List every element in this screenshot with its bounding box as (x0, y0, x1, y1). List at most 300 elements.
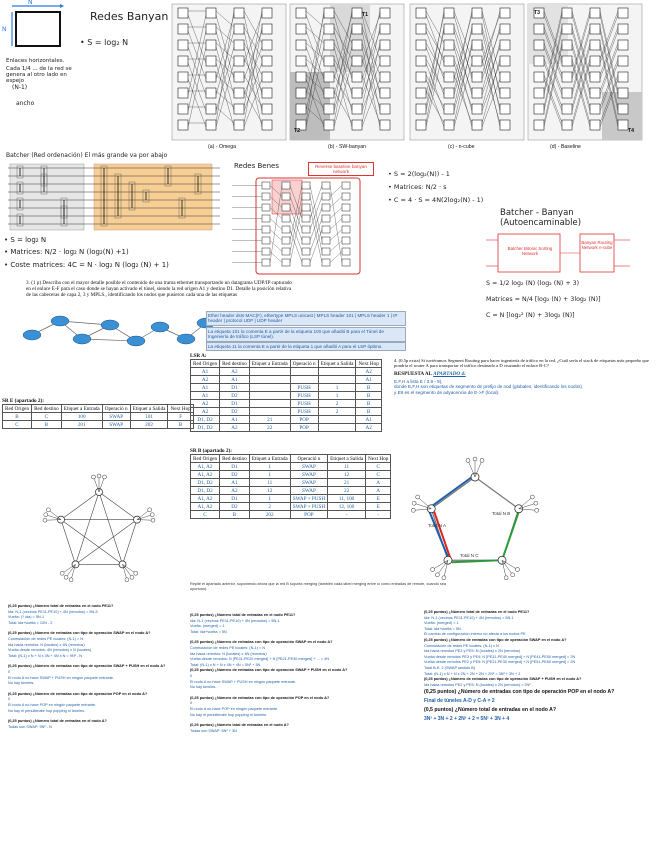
benes-switch (302, 204, 310, 211)
lsr-a-header-cell: Etiquet a Salida (318, 360, 356, 368)
switch-element (380, 56, 390, 66)
lsr-e-header-cell: Next Hop (168, 405, 193, 413)
lsr-a-cell: 2 (318, 408, 356, 416)
answers-column-3 (424, 610, 652, 724)
answer-line: (0,25 puntos) ¿Número de entradas con tipo de operación SWAP en el nodo A? (8, 631, 151, 636)
answer-line: Vuelta desde remotos: 4N (remotos) x N (locales) (8, 648, 92, 653)
answer-line: (0,25 puntos) ¿Número total de entradas en el nodo PE11? (8, 604, 114, 608)
benes-switch (302, 259, 310, 266)
label-t2: T2 (294, 128, 301, 134)
lsr-b-cell: B (220, 511, 250, 519)
banyan-title: Redes Banyan (90, 10, 169, 23)
lsr-b-cell: D1, D2 (191, 479, 220, 487)
batcher-banyan-f2: Matrices = N/4 [log₂ (N) + 3log₂ (N)] (486, 296, 601, 303)
switch-element (206, 120, 216, 130)
pe-node (535, 508, 539, 512)
lsr-a-cell (290, 368, 318, 376)
answer-line: Vuelta desde remotos: N [PE11-PE20 merged] + N [PE21-PE30 merged] + ... = 4N (190, 657, 329, 662)
lsr-a-cell (318, 368, 356, 376)
lsr-e-row (3, 413, 194, 421)
caption-n-cube: (c) - n-cube (448, 144, 475, 150)
switch-element (262, 24, 272, 34)
benes-network-svg (226, 172, 386, 282)
caption-omega: (a) - Omega (208, 144, 236, 150)
switch-element (590, 72, 600, 82)
banyan-note-1: Enlaces horizontales. (6, 58, 65, 64)
lsr-a-cell: A2 (356, 424, 381, 432)
lsr-a-row (191, 384, 382, 392)
benes-switch (322, 215, 330, 222)
lsr-a-cell: D1, D2 (191, 424, 220, 432)
lsr-e-header-row (3, 405, 194, 413)
lsr-b-header-cell: Red destino (220, 455, 250, 463)
ring-link (431, 477, 475, 509)
pe-node (102, 475, 106, 479)
switch-element (534, 88, 544, 98)
answer-line: 0 (8, 697, 11, 702)
benes-switch (342, 237, 350, 244)
benes-link (330, 230, 342, 241)
answer-line: Ida hacia remotos PE3 y PE5: N (locales) x 2N (remotos) (424, 649, 521, 654)
lsr-a-block (190, 353, 382, 432)
pe-node (150, 513, 154, 517)
lsr-a-cell: 22 (249, 424, 290, 432)
lsr-e-cell: SWAP (102, 413, 130, 421)
switch-element (380, 72, 390, 82)
lsr-b-cell: D1, D2 (191, 487, 220, 495)
switch-element (352, 40, 362, 50)
pe-link (519, 497, 533, 509)
pe-link (433, 560, 448, 569)
switch-element (590, 56, 600, 66)
lsr-b-cell: C (366, 471, 391, 479)
switch-element (416, 24, 426, 34)
lsr-b-header-cell: Next Hop (366, 455, 391, 463)
lsr-e-cell: B (168, 421, 193, 429)
benes-switch (342, 215, 350, 222)
lsr-e-cell: C (3, 421, 32, 429)
q4-answer-3: y E9 es el segmento de adyacencia de E->F (local). (394, 389, 500, 395)
benes-link (330, 219, 342, 230)
pe-node (97, 474, 101, 478)
lsr-a-cell: PUSH (290, 392, 318, 400)
lsr-a-header-cell: Etiquet a Entrada (249, 360, 290, 368)
switch-element (472, 24, 482, 34)
lsr-e-row (3, 421, 194, 429)
benes-switch (322, 182, 330, 189)
benes-switch (302, 182, 310, 189)
answer-line: Conmutación de redes PE locales: (N-1) = N (190, 645, 266, 650)
lsr-b-cell: A1 (220, 479, 250, 487)
lsr-b-cell: E (366, 495, 391, 503)
answer-line: (0,25 puntos) ¿Número de entradas con tipo de operación POP en el nodo A? (424, 689, 615, 696)
switch-element (444, 40, 454, 50)
switch-element (262, 56, 272, 66)
label-t3: T3 (534, 10, 541, 16)
lsr-a-cell: D1 (220, 400, 250, 408)
benes-switch (322, 193, 330, 200)
switch-element (562, 8, 572, 18)
benes-switch (262, 193, 270, 200)
switch-element (444, 72, 454, 82)
lsr-b-header-cell: Etiquet a Entrada (249, 455, 290, 463)
answer-line: 0 (190, 673, 193, 678)
n-label-side: N (2, 26, 7, 33)
answer-line: (0,25 puntos) ¿Número de entradas con tipo de operación SWAP + PUSH en el nodo A? (424, 677, 582, 682)
lsr-a-cell: B (356, 408, 381, 416)
switch-element (534, 40, 544, 50)
switch-element (416, 8, 426, 18)
lsr-e-cell: 101 (130, 413, 168, 421)
lsr-a-cell (318, 416, 356, 424)
pe-node (511, 573, 515, 577)
switch-element (324, 120, 334, 130)
lsr-b-cell: 11 (249, 479, 290, 487)
core-node (498, 556, 506, 564)
switch-element (234, 8, 244, 18)
lsr-b-row (191, 503, 391, 511)
batcher-banyan-title: Batcher - Banyan (Autoencaminable) (500, 208, 582, 228)
answer-line: 0 (8, 669, 11, 674)
switch-element (590, 104, 600, 114)
pe-node (148, 508, 152, 512)
pe-node (435, 573, 439, 577)
answer-line: Todas son SWAP: 5N² + 3N (190, 728, 237, 733)
lsr-e-cell: 100 (61, 413, 102, 421)
switch-element (444, 8, 454, 18)
lsr-a-cell (290, 376, 318, 384)
mesh-link (61, 492, 99, 520)
pe-node (69, 578, 73, 582)
switch-element (380, 24, 390, 34)
caption-sw-banyan: (b) - SW-banyan (328, 144, 366, 150)
lsr-a-cell: A1 (191, 384, 220, 392)
router-icon (51, 316, 69, 326)
switch-element (206, 88, 216, 98)
switch-element (296, 56, 306, 66)
switch-element (500, 72, 510, 82)
pe-node (151, 518, 155, 522)
lsr-b-cell: SWAP (290, 463, 327, 471)
switch-element (380, 120, 390, 130)
lsr-a-cell: POP (290, 424, 318, 432)
lsr-b-table (190, 454, 391, 519)
pe-link (48, 510, 61, 520)
pentagon-graph (400, 445, 550, 595)
benes-link (330, 252, 342, 263)
answer-line: No hay el penultimate hop popping ni túneles. (190, 712, 268, 717)
switch-element (500, 40, 510, 50)
lsr-b-cell: SWAP + PUSH (290, 495, 327, 503)
pe-link (66, 564, 75, 577)
q4-answer-link[interactable]: APARTADO 4: (433, 371, 466, 377)
lsr-a-table (190, 359, 382, 432)
pe-node (504, 576, 508, 580)
benes-link (290, 208, 302, 263)
batcher-section (4, 152, 234, 276)
pe-node (44, 513, 48, 517)
core-node (119, 561, 126, 568)
switch-element (262, 72, 272, 82)
lsr-b-cell: E (366, 503, 391, 511)
switch-element (178, 24, 188, 34)
lsr-b-row (191, 463, 391, 471)
switch-element (500, 24, 510, 34)
benes-link (330, 186, 342, 197)
lsr-a-cell: A1 (356, 376, 381, 384)
answer-line: El nodo A no hace SWAP + PUSH en ningún paquete entrante. (190, 679, 297, 684)
switch-element (590, 24, 600, 34)
pe-node (534, 501, 538, 505)
lsr-b-row (191, 487, 391, 495)
switch-element (562, 56, 572, 66)
pe-node (64, 575, 68, 579)
n-label: N (28, 0, 33, 6)
label-total-a: Total N A (428, 523, 447, 528)
switch-element (324, 24, 334, 34)
answer-line: Ida: N-1 (vecinos PE11-PE10) + 4N (remotos) = 5N-5 (8, 609, 98, 614)
core-node (444, 556, 452, 564)
lsr-a-title: LSR A: (190, 353, 207, 359)
lsr-a-cell: 1 (318, 392, 356, 400)
switch-element (618, 104, 628, 114)
switch-element (562, 88, 572, 98)
lsr-b-cell: 1 (249, 463, 290, 471)
lsr-a-cell (249, 400, 290, 408)
lsr-a-row (191, 408, 382, 416)
benes-switch (282, 248, 290, 255)
lsr-a-cell: POP (290, 416, 318, 424)
switch-element (324, 40, 334, 50)
q4-answer-label: RESPUESTA AL (394, 371, 432, 377)
switch-element (444, 120, 454, 130)
switch-element (178, 40, 188, 50)
answer-line: No hay el penultimate hop popping ni túneles. (8, 708, 86, 713)
benes-switch (322, 237, 330, 244)
benes-switch (342, 182, 350, 189)
matrix-sketch (6, 2, 66, 62)
lsr-b-cell: 12 (328, 471, 366, 479)
answer-line: Ida hacia remotos: N (locales) x 4N (remotos) (190, 651, 267, 656)
router-icon (101, 320, 119, 330)
lsr-b-cell: 21 (328, 479, 366, 487)
answer-line: Total: (N-1) x N + N x 4N + 4N = 5N² + 3N (190, 662, 261, 667)
answer-line-2: La etiqueta 101 la comenta E a partir de la etiqueta 100 que añadió B para el Túnel de Ingeniería de tráfico (LSP túnel). (208, 329, 384, 340)
switch-element (296, 24, 306, 34)
pe-node (466, 458, 470, 462)
switch-element (500, 120, 510, 130)
switch-element (590, 40, 600, 50)
answer-line: Ida hacia remotos PE2 y PE5: N (locales) x 2N (remotos) = 2N² (424, 682, 531, 687)
lsr-b-header-cell: Etiquet a Salida (328, 455, 366, 463)
lsr-b-cell: 202 (249, 511, 290, 519)
answer-line: Total B-E: 2 (SWAP sentido B) (424, 665, 476, 670)
switch-element (472, 8, 482, 18)
lsr-b-cell: D1 (220, 495, 250, 503)
answer-line: Total: ida+vuelta = 5N (424, 626, 461, 631)
lsr-b-cell: C (191, 511, 220, 519)
pe-node (530, 495, 534, 499)
switch-element (206, 40, 216, 50)
lsr-a-cell: B (356, 392, 381, 400)
mesh-link (61, 520, 76, 565)
answer-line: (0,25 puntos) ¿Número de entradas con tipo de operación POP en el nodo A? (8, 691, 148, 696)
answer-line: El nodo A no hace SWAP + PUSH en ningún paquete entrante. (8, 675, 115, 680)
answer-line: (0,25 puntos) ¿Número de entradas con tipo de operación POP en el nodo A? (190, 695, 330, 700)
mpls-topology-svg (20, 305, 220, 355)
switch-element (262, 88, 272, 98)
answer-line: El nodo A no hace POP en ningún paquete entrante. (190, 706, 279, 711)
switch-element (444, 88, 454, 98)
answer-line: Total: (N-1) x N + N x 2N + 2N + 2N + 2N² = 3N² + 3N + 2 (424, 671, 521, 676)
lsr-a-cell (249, 384, 290, 392)
switch-element (534, 24, 544, 34)
switch-element (178, 88, 188, 98)
switch-element (234, 72, 244, 82)
benes-link (270, 230, 282, 241)
mesh-link (61, 520, 123, 565)
lsr-b-header-row (191, 455, 391, 463)
switch-element (562, 72, 572, 82)
banyan-note-4: ancho (16, 100, 35, 107)
lsr-e-title: SR E (apartado 2): (2, 398, 44, 404)
switch-element (262, 40, 272, 50)
ring-link (475, 477, 519, 509)
lsr-b-row (191, 471, 391, 479)
switch-element (618, 120, 628, 130)
core-node (72, 561, 79, 568)
answer-line: Ida: N-1 (vecinos PE11-PE10) + 4N (remotos) = 5N-1 (424, 615, 514, 620)
benes-switch (262, 226, 270, 233)
banyan-s-formula: • S = log₂ N (80, 38, 129, 47)
answer-line: (0,25 puntos) ¿Número de entradas con tipo de operación SWAP + PUSH en el nodo A? (190, 668, 348, 673)
answer-highlight-box-3 (206, 342, 406, 351)
full-mesh-graph (24, 470, 174, 600)
switch-element (534, 56, 544, 66)
switch-element (296, 72, 306, 82)
batcher-f1: • S = log₂ N (4, 236, 47, 244)
switch-element (444, 24, 454, 34)
switch-element (178, 8, 188, 18)
lsr-a-header-cell: Operació n (290, 360, 318, 368)
pe-link (137, 510, 150, 520)
lsr-e-cell: 202 (130, 421, 168, 429)
benes-f2: • Matrices: N/2 · s (388, 183, 447, 191)
pe-link (418, 497, 432, 509)
banyan-note-2: Cada 1/4 ... de la red se genera al otro lado en espejo (6, 66, 72, 84)
switch-element (262, 104, 272, 114)
switch-element (472, 120, 482, 130)
switch-element (416, 120, 426, 130)
lsr-a-cell (318, 424, 356, 432)
switch-element (296, 104, 306, 114)
lsr-a-header-row (191, 360, 382, 368)
lsr-b-cell: 1 (249, 471, 290, 479)
answer-line: Vuelta desde remotos PE3 y PE4: N [PE31-PE40 merged] + N [PE41-PE50 merged] = 2N (424, 654, 576, 659)
lsr-a-cell: A2 (356, 368, 381, 376)
lsr-a-cell: A2 (191, 408, 220, 416)
lsr-b-cell: 12 (249, 487, 290, 495)
answer-line: No hay túneles. (190, 685, 217, 690)
lsr-e-header-cell: Etiquet a Entrada (61, 405, 102, 413)
router-icon (177, 334, 195, 344)
label-t1: T1 (362, 12, 369, 18)
benes-switch (342, 226, 350, 233)
lsr-b-row (191, 479, 391, 487)
lsr-e-cell: B (32, 421, 62, 429)
benes-switch (262, 215, 270, 222)
benes-f1: • S = 2(log₂(N)) - 1 (388, 170, 450, 178)
lsr-e-cell: F (168, 413, 193, 421)
lsr-e-header-cell: Etiquet a Salida (130, 405, 168, 413)
lsr-b-cell: - (328, 511, 366, 519)
pe-node (412, 501, 416, 505)
q4-text: 4. (0,5p extra) Si tuviéramos Segment Routing para hacer ingeniería de tráfico en la red, ¿Cuál sería el stack de etiquetas más pequeño que pondría el router A para transportar el tráfico destinado a D cruzando el enlace B-C? (394, 358, 649, 368)
lsr-a-cell (249, 392, 290, 400)
benes-switch (322, 204, 330, 211)
q4-answer-2: donde E,F,H son etiquetas de segmento de prefijo de nod (globales, identificando los nodos) (394, 384, 582, 390)
answer-line: (0,25 puntos) ¿Número total de entradas en el nodo PE11? (190, 613, 296, 617)
lsr-b-title: SR B (apartado 2): (190, 448, 232, 454)
switch-element (206, 56, 216, 66)
label-total-b: Total N B (492, 511, 511, 516)
benes-switch (302, 237, 310, 244)
switch-element (380, 8, 390, 18)
lsr-b-row (191, 495, 391, 503)
switch-element (178, 72, 188, 82)
switch-element (352, 120, 362, 130)
switch-element (206, 104, 216, 114)
switch-element (618, 24, 628, 34)
lsr-e-cell: 201 (61, 421, 102, 429)
lsr-e-cell: B (3, 413, 32, 421)
benes-switch (322, 226, 330, 233)
lsr-b-cell: 11, 100 (328, 495, 366, 503)
switch-element (472, 104, 482, 114)
switch-element (262, 8, 272, 18)
lsr-a-cell: D1 (220, 384, 250, 392)
benes-switch (322, 259, 330, 266)
switch-element (262, 120, 272, 130)
lsr-b-cell: D2 (220, 471, 250, 479)
answer-line: (0,25 puntos) ¿Número de entradas con tipo de operación SWAP en el nodo A? (190, 640, 333, 645)
lsr-a-row (191, 368, 382, 376)
switch-element (380, 104, 390, 114)
switch-element (352, 8, 362, 18)
q4-answer-1: E.F.H a lista E / 3.9 - 9), (394, 379, 443, 384)
switch-element (500, 8, 510, 18)
benes-section (226, 160, 386, 280)
switch-element (618, 72, 628, 82)
lsr-e-header-cell: Operació n (102, 405, 130, 413)
pe-node (515, 568, 519, 572)
switch-element (380, 40, 390, 50)
switch-element (590, 8, 600, 18)
lsr-a-cell (249, 408, 290, 416)
answer-line-3: La etiqueta 11 la comenta E a partir de la etiqueta 1 que añadió A para el LSP óptimo. (208, 344, 383, 349)
lsr-b-cell: 1 (249, 495, 290, 503)
batcher-box-label: Batcher Bitonic Sorting Network (507, 246, 553, 256)
router-icon (151, 322, 169, 332)
benes-switch (262, 237, 270, 244)
switch-element (234, 24, 244, 34)
lsr-a-cell: A1 (356, 416, 381, 424)
benes-switch (302, 226, 310, 233)
switch-element (234, 88, 244, 98)
switch-element (178, 56, 188, 66)
benes-switch (302, 215, 310, 222)
lsr-a-cell (318, 376, 356, 384)
